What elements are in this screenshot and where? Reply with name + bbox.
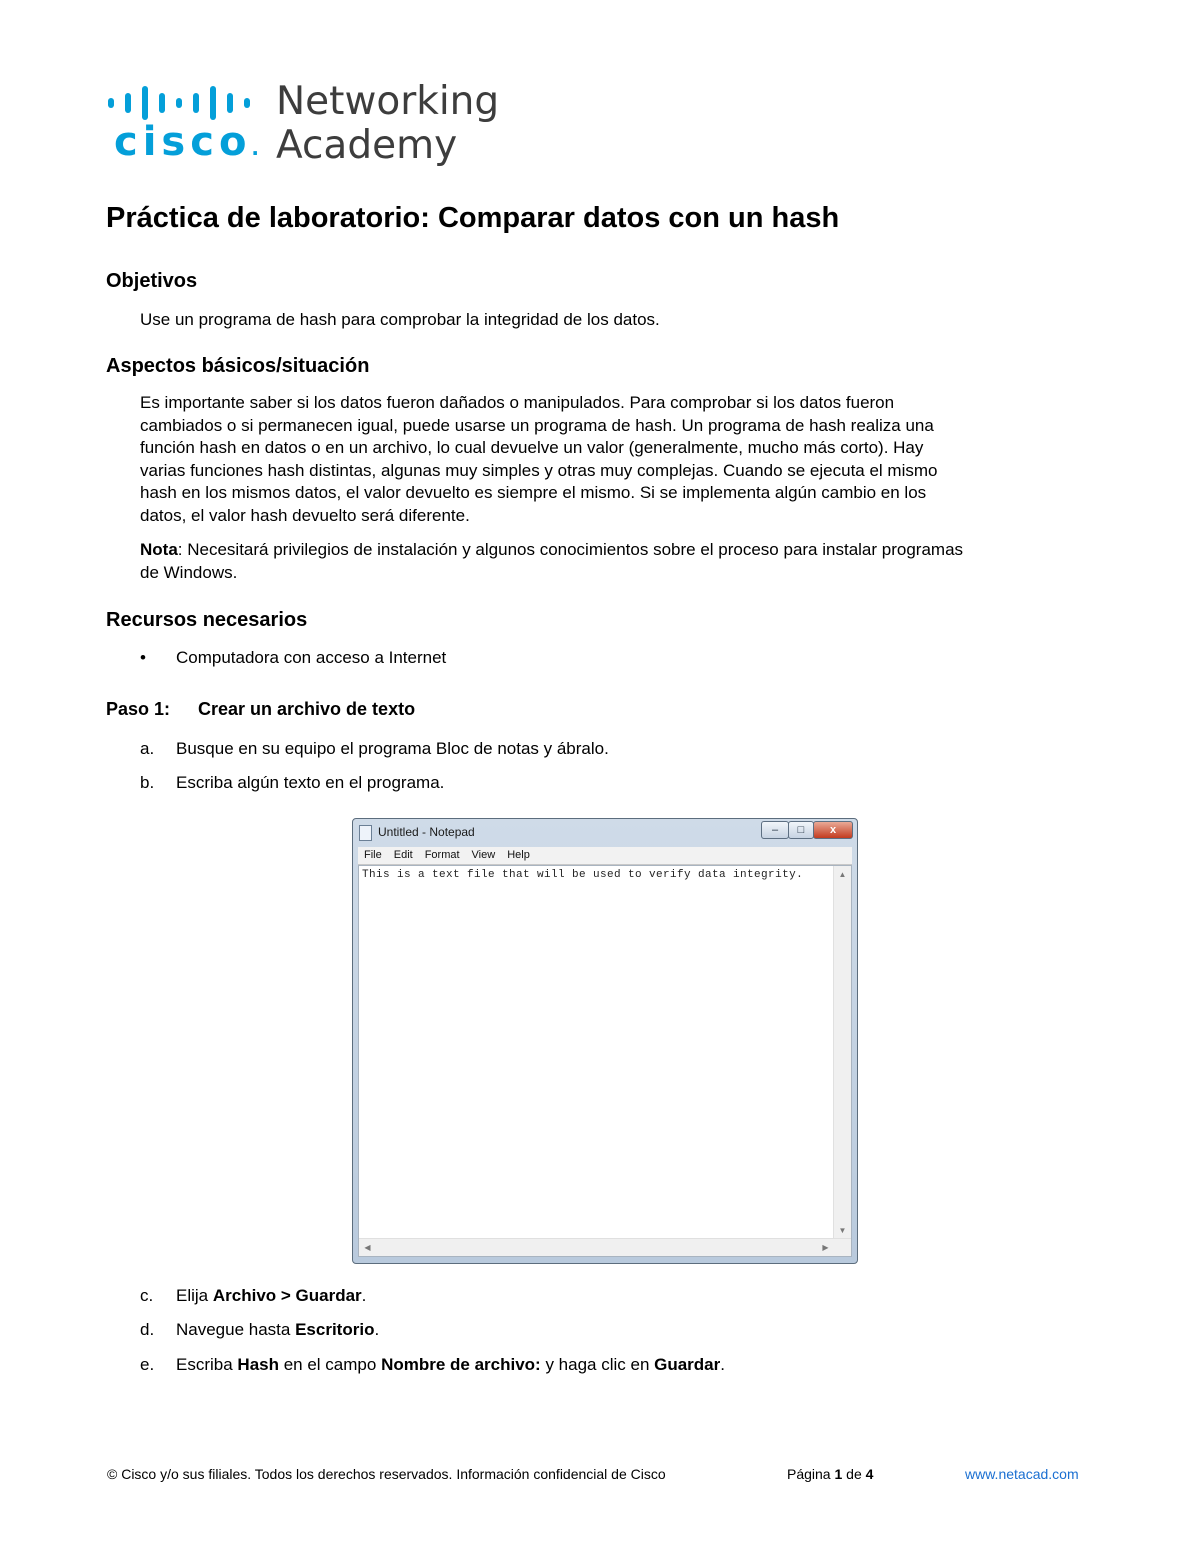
item-text: en el campo	[279, 1355, 382, 1374]
item-text: Escriba	[176, 1355, 238, 1374]
scroll-up-arrow-icon[interactable]: ▲	[838, 870, 847, 879]
item-text: Elija	[176, 1286, 213, 1305]
aspectos-heading: Aspectos básicos/situación	[106, 355, 370, 377]
cisco-bar	[176, 98, 182, 108]
cisco-bar	[142, 86, 148, 120]
step-item-d	[140, 1319, 379, 1341]
item-bold-text: Archivo > Guardar	[212, 1286, 362, 1305]
page-label: Página	[787, 1466, 835, 1482]
aspectos-line: Es importante saber si los datos fueron dañados o manipulados. Para comprobar si los datos fueron	[140, 393, 895, 412]
item-text: .	[361, 1286, 367, 1305]
item-marker: a.	[140, 739, 155, 758]
item-marker: d.	[140, 1320, 155, 1339]
step-number: Paso 1:	[106, 699, 171, 719]
cisco-bar	[159, 93, 165, 113]
close-button[interactable]: x	[813, 821, 853, 839]
notepad-text-area[interactable]	[358, 865, 852, 1257]
cisco-bar	[125, 93, 131, 113]
item-marker: b.	[140, 773, 155, 792]
footer-page-number	[787, 1465, 873, 1483]
page-title: Práctica de laboratorio: Comparar datos con un hash	[106, 202, 840, 234]
menu-help[interactable]: Help	[507, 849, 530, 861]
objetivos-heading: Objetivos	[106, 270, 198, 292]
notepad-content: This is a text file that will be used to verify data integrity.	[362, 869, 804, 881]
step-item-a	[140, 738, 609, 760]
page-of: de	[842, 1466, 866, 1482]
item-text: y haga clic en	[540, 1355, 655, 1374]
notepad-title: Untitled - Notepad	[378, 825, 475, 839]
item-text: Navegue hasta	[176, 1320, 296, 1339]
step-item-b	[140, 772, 444, 794]
cisco-bar	[227, 93, 233, 113]
list-item	[140, 647, 446, 669]
aspectos-line: función hash en datos o en un archivo, lo cual devuelve un valor (generalmente, mucho más corto). Hay	[140, 438, 924, 458]
note-paragraph	[140, 539, 1100, 584]
aspectos-line: datos, el valor hash devuelto será diferente.	[140, 505, 470, 525]
note-text: : Necesitará privilegios de instalación y algunos conocimientos sobre el proceso para instalar programas	[177, 540, 964, 559]
notepad-window-screenshot	[352, 818, 858, 1264]
cisco-dot: .	[251, 136, 260, 160]
footer-copyright: © Cisco y/o sus filiales. Todos los derechos reservados. Información confidencial de Cisco	[107, 1466, 666, 1482]
menu-edit[interactable]: Edit	[393, 849, 413, 861]
list-item-text: Computadora con acceso a Internet	[176, 648, 447, 667]
vertical-scrollbar[interactable]	[833, 866, 851, 1239]
cisco-bar	[210, 86, 216, 120]
note-label: Nota	[140, 540, 178, 559]
scroll-down-arrow-icon[interactable]: ▼	[838, 1226, 847, 1235]
networking-academy-text	[276, 80, 499, 168]
aspectos-line: varias funciones hash distintas, algunas muy simples y otras muy complejas. Cuando se ejecuta el mismo	[140, 460, 938, 480]
cisco-wordmark	[114, 120, 259, 170]
minimize-button[interactable]: –	[761, 821, 789, 839]
page-total: 4	[865, 1466, 874, 1482]
cisco-networking-academy-logo	[108, 80, 508, 170]
step-title: Crear un archivo de texto	[198, 699, 416, 719]
logo-line-academy: Academy	[276, 123, 458, 168]
menu-format[interactable]: Format	[424, 849, 460, 861]
notepad-menubar	[358, 847, 852, 865]
item-bold-text: Hash	[237, 1355, 279, 1374]
menu-view[interactable]: View	[471, 849, 496, 861]
notepad-doc-icon	[359, 825, 372, 841]
item-marker: c.	[140, 1286, 154, 1305]
item-marker: e.	[140, 1355, 155, 1374]
item-bold-text: Escritorio	[295, 1320, 375, 1339]
item-text: .	[374, 1320, 380, 1339]
item-text: .	[720, 1355, 725, 1374]
cisco-bar	[108, 98, 114, 108]
note-line	[140, 539, 1100, 562]
page-current: 1	[834, 1466, 843, 1482]
item-bold-text: Guardar	[654, 1355, 721, 1374]
step-item-c	[140, 1285, 366, 1307]
window-controls	[761, 821, 853, 839]
maximize-button[interactable]: □	[788, 821, 814, 839]
item-bold-text: Nombre de archivo:	[381, 1355, 541, 1374]
cisco-bar	[244, 98, 250, 108]
recursos-heading: Recursos necesarios	[106, 609, 308, 631]
cisco-bar	[193, 93, 199, 113]
item-text: Escriba algún texto en el programa.	[176, 773, 445, 792]
logo-line-networking: Networking	[276, 79, 500, 124]
horizontal-scrollbar[interactable]	[359, 1238, 851, 1256]
cisco-brand-text: cisco	[114, 119, 252, 165]
objetivos-text: Use un programa de hash para comprobar la integridad de los datos.	[140, 310, 660, 329]
aspectos-line: hash en los mismos datos, el valor devuelto es siempre el mismo. Si se implementa algún cambio en los	[140, 483, 927, 503]
step-item-e	[140, 1354, 725, 1376]
bullet-marker: •	[140, 648, 146, 667]
aspectos-paragraph	[140, 392, 1100, 528]
aspectos-line: cambiados o si permanecen igual, puede usarse un programa de hash. Un programa de hash realiza una	[140, 415, 934, 435]
menu-file[interactable]: File	[364, 849, 382, 861]
scroll-left-arrow-icon[interactable]: ◀	[364, 1243, 371, 1252]
step-heading	[106, 699, 415, 720]
item-text: Busque en su equipo el programa Bloc de notas y ábralo.	[176, 739, 609, 758]
scroll-right-arrow-icon[interactable]: ▶	[822, 1243, 829, 1252]
cisco-bars-icon	[108, 80, 258, 120]
footer-website-link[interactable]: www.netacad.com	[965, 1466, 1079, 1482]
note-text-continued: de Windows.	[140, 562, 238, 582]
